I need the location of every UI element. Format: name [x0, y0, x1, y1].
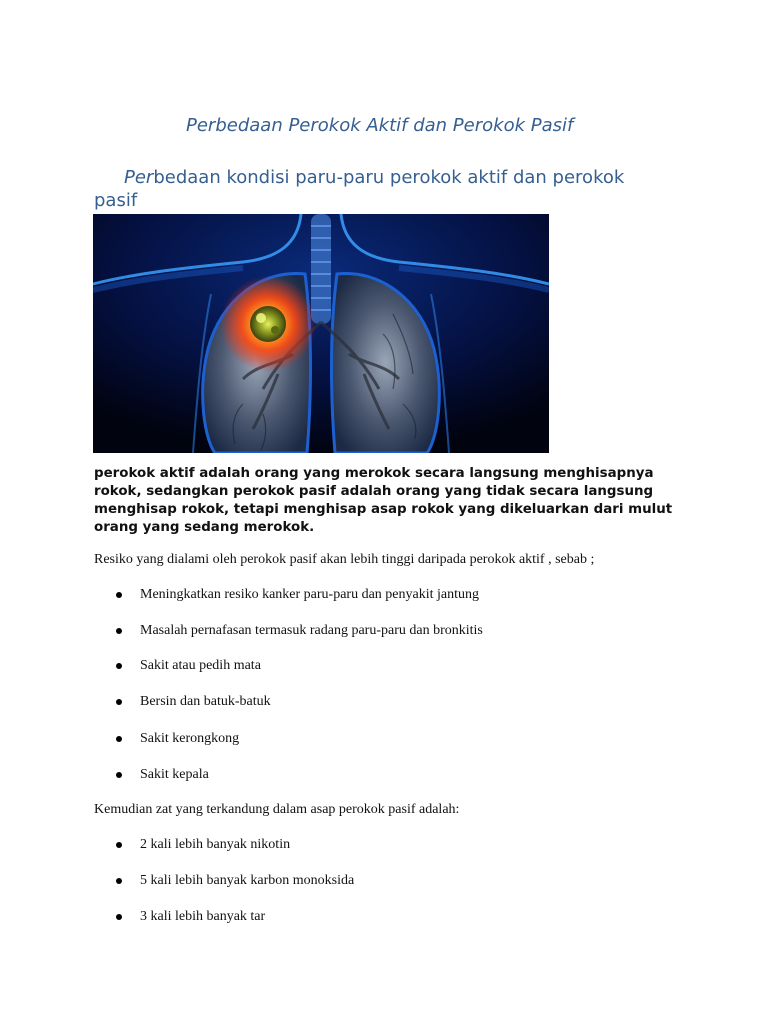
- heading-rest: bedaan kondisi paru-paru perokok aktif dan perokok pasif: [94, 167, 625, 211]
- bullet-dot-icon: [116, 592, 122, 598]
- document-title: Perbedaan Perokok Aktif dan Perokok Pasif: [186, 115, 574, 136]
- bullet-dot-icon: [116, 628, 122, 634]
- document-page: Perbedaan Perokok Aktif dan Perokok Pasif Perbedaan kondisi paru-paru perokok aktif dan perokok pasif perokok aktif adalah orang yang merokok secara langsung menghisapnya rokok, sedangkan perokok pasif adalah orang yang tidak secara langsung menghisap rokok, tetapi menghisap asap rokok yang dikeluarkan dari mulut orang yang sedang merokok. Resiko yang dialami oleh perokok pasif akan lebih tinggi daripada perokok aktif , sebab ; Meningkatkan resiko kanker paru-paru dan penyakit jantung Masalah pernafasan termasuk radang paru-paru dan bronkitis Sakit atau pedih mata Bersin dan batuk-batuk Sakit kerongkong Sakit kepala Kemudian zat yang terkandung dalam asap perokok pasif adalah: 2 kali lebih banyak nikotin 5 kali lebih banyak karbon monoksida 3 kali lebih banyak tar: [0, 0, 768, 1024]
- lung-illustration: [93, 214, 549, 453]
- bullet-dot-icon: [116, 772, 122, 778]
- content-intro-paragraph: Kemudian zat yang terkandung dalam asap perokok pasif adalah:: [94, 802, 460, 817]
- bullet-dot-icon: [116, 736, 122, 742]
- bullet-dot-icon: [116, 914, 122, 920]
- bullet-dot-icon: [116, 663, 122, 669]
- section-heading: [94, 166, 654, 212]
- bullet-dot-icon: [116, 842, 122, 848]
- bullet-dot-icon: [116, 699, 122, 705]
- risk-intro-paragraph: Resiko yang dialami oleh perokok pasif akan lebih tinggi daripada perokok aktif , sebab ;: [94, 552, 595, 567]
- intro-paragraph: perokok aktif adalah orang yang merokok secara langsung menghisapnya rokok, sedangkan perokok pasif adalah orang yang tidak secara langsung menghisap rokok, tetapi menghisap asap rokok yang dikeluarkan dari mulut orang yang sedang merokok.: [94, 466, 673, 535]
- heading-prefix: Per: [124, 167, 154, 188]
- bullet-dot-icon: [116, 878, 122, 884]
